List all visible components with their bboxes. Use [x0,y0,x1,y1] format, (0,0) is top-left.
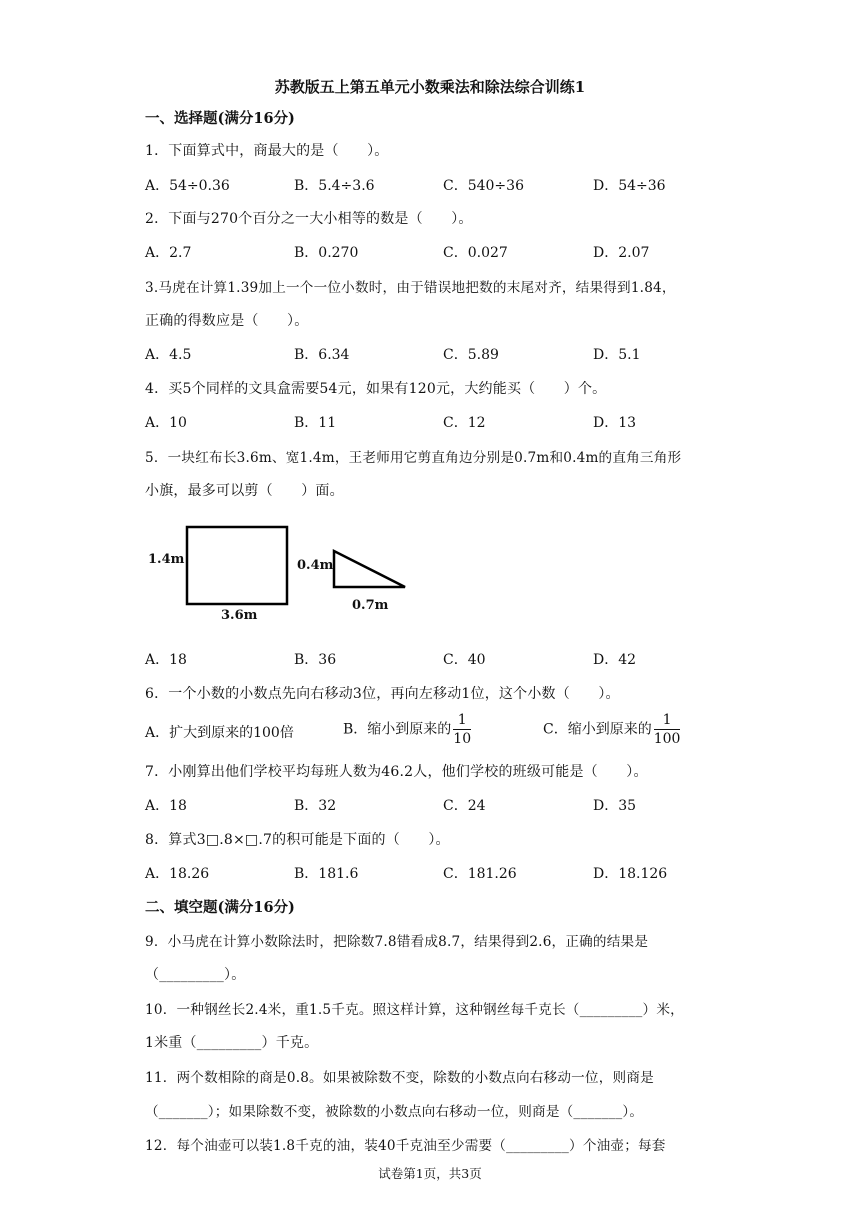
question-7: 7．小刚算出他们学校平均每班人数为46.2人，他们学校的班级可能是（ ）。 [145,764,648,780]
q2-option-a: A．2.7 [145,245,192,261]
q6-option-c-text: C．缩小到原来的 [543,721,652,738]
q3-option-b: B．6.34 [294,347,350,363]
q6-option-b-text: B．缩小到原来的 [343,721,452,738]
q1-option-b: B．5.4÷3.6 [294,178,375,194]
page-footer: 试卷第1页，共3页 [378,1166,482,1181]
q8-option-b: B．181.6 [294,866,359,882]
q5-option-d: D．42 [593,652,637,668]
question-5-line-1: 5．一块红布长3.6m、宽1.4m，王老师用它剪直角边分别是0.7m和0.4m的直角三角形 [145,450,682,466]
q2-option-b: B．0.270 [294,245,359,261]
q3-option-d: D．5.1 [593,347,641,363]
question-9-line-2: （_________）。 [145,967,246,983]
question-4: 4．买5个同样的文具盒需要54元，如果有120元，大约能买（ ）个。 [145,381,607,397]
section-heading-fill-in: 二、填空题(满分16分) [145,899,295,916]
question-5-line-2: 小旗，最多可以剪（ ）面。 [145,483,344,499]
fraction-denominator: 10 [453,731,472,747]
question-6: 6．一个小数的小数点先向右移动3位，再向左移动1位，这个小数（ ）。 [145,686,620,702]
rect-width-label: 3.6m [221,608,258,623]
question-1: 1．下面算式中，商最大的是（ ）。 [145,143,389,159]
q7-option-c: C．24 [443,798,486,814]
q1-option-d: D．54÷36 [593,178,666,194]
q7-option-d: D．35 [593,798,637,814]
q6-option-c [543,713,680,746]
q8-option-d: D．18.126 [593,866,668,882]
fraction-one-hundredth [654,713,681,746]
question-3-line-1: 3.马虎在计算1.39加上一个一位小数时，由于错误地把数的末尾对齐，结果得到1.84， [145,280,676,296]
q2-option-d: D．2.07 [593,245,650,261]
question-3-line-2: 正确的得数应是（ ）。 [145,313,309,329]
question-11-line-1: 11．两个数相除的商是0.8。如果被除数不变，除数的小数点向右移动一位，则商是 [145,1070,654,1086]
shape-figure [145,520,425,630]
triangle-height-label: 0.4m [297,558,334,573]
question-2: 2．下面与270个百分之一大小相等的数是（ ）。 [145,211,473,227]
triangle-base-label: 0.7m [352,598,389,613]
question-10-line-1: 10．一种钢丝长2.4米，重1.5千克。照这样计算，这种钢丝每千克长（_________）米， [145,1002,684,1018]
question-10-line-2: 1米重（_________）千克。 [145,1035,319,1051]
question-11-line-2: （_______）；如果除数不变，被除数的小数点向右移动一位，则商是（_______）。 [145,1104,644,1120]
q1-option-a: A．54÷0.36 [145,178,230,194]
rect-height-label: 1.4m [148,552,185,567]
question-8: 8．算式3□.8×□.7的积可能是下面的（ ）。 [145,832,450,848]
q4-option-a: A．10 [145,415,187,431]
page-title: 苏教版五上第五单元小数乘法和除法综合训练1 [274,78,586,96]
q7-option-b: B．32 [294,798,337,814]
question-9-line-1: 9．小马虎在计算小数除法时，把除数7.8错看成8.7，结果得到2.6，正确的结果是 [145,934,649,950]
q5-option-c: C．40 [443,652,486,668]
fraction-one-tenth [453,713,471,746]
q1-option-c: C．540÷36 [443,178,524,194]
q3-option-c: C．5.89 [443,347,499,363]
section-heading-choice: 一、选择题(满分16分) [145,110,295,127]
fraction-numerator: 1 [453,713,471,730]
figure-svg [145,520,425,630]
red-cloth-rectangle [187,527,287,604]
q4-option-d: D．13 [593,415,637,431]
q5-option-b: B．36 [294,652,337,668]
q6-option-a: A．扩大到原来的100倍 [145,725,294,741]
q8-option-c: C．181.26 [443,866,517,882]
fraction-denominator: 100 [653,731,681,747]
q8-option-a: A．18.26 [145,866,210,882]
q5-option-a: A．18 [145,652,187,668]
fraction-numerator: 1 [654,713,681,730]
q4-option-c: C．12 [443,415,486,431]
q3-option-a: A．4.5 [145,347,192,363]
right-triangle-flag [334,551,405,587]
q2-option-c: C．0.027 [443,245,508,261]
q4-option-b: B．11 [294,415,337,431]
question-12-line-1: 12．每个油壶可以装1.8千克的油，装40千克油至少需要（_________）个油壶；每套 [145,1138,666,1154]
q6-option-b [343,713,471,746]
q7-option-a: A．18 [145,798,187,814]
